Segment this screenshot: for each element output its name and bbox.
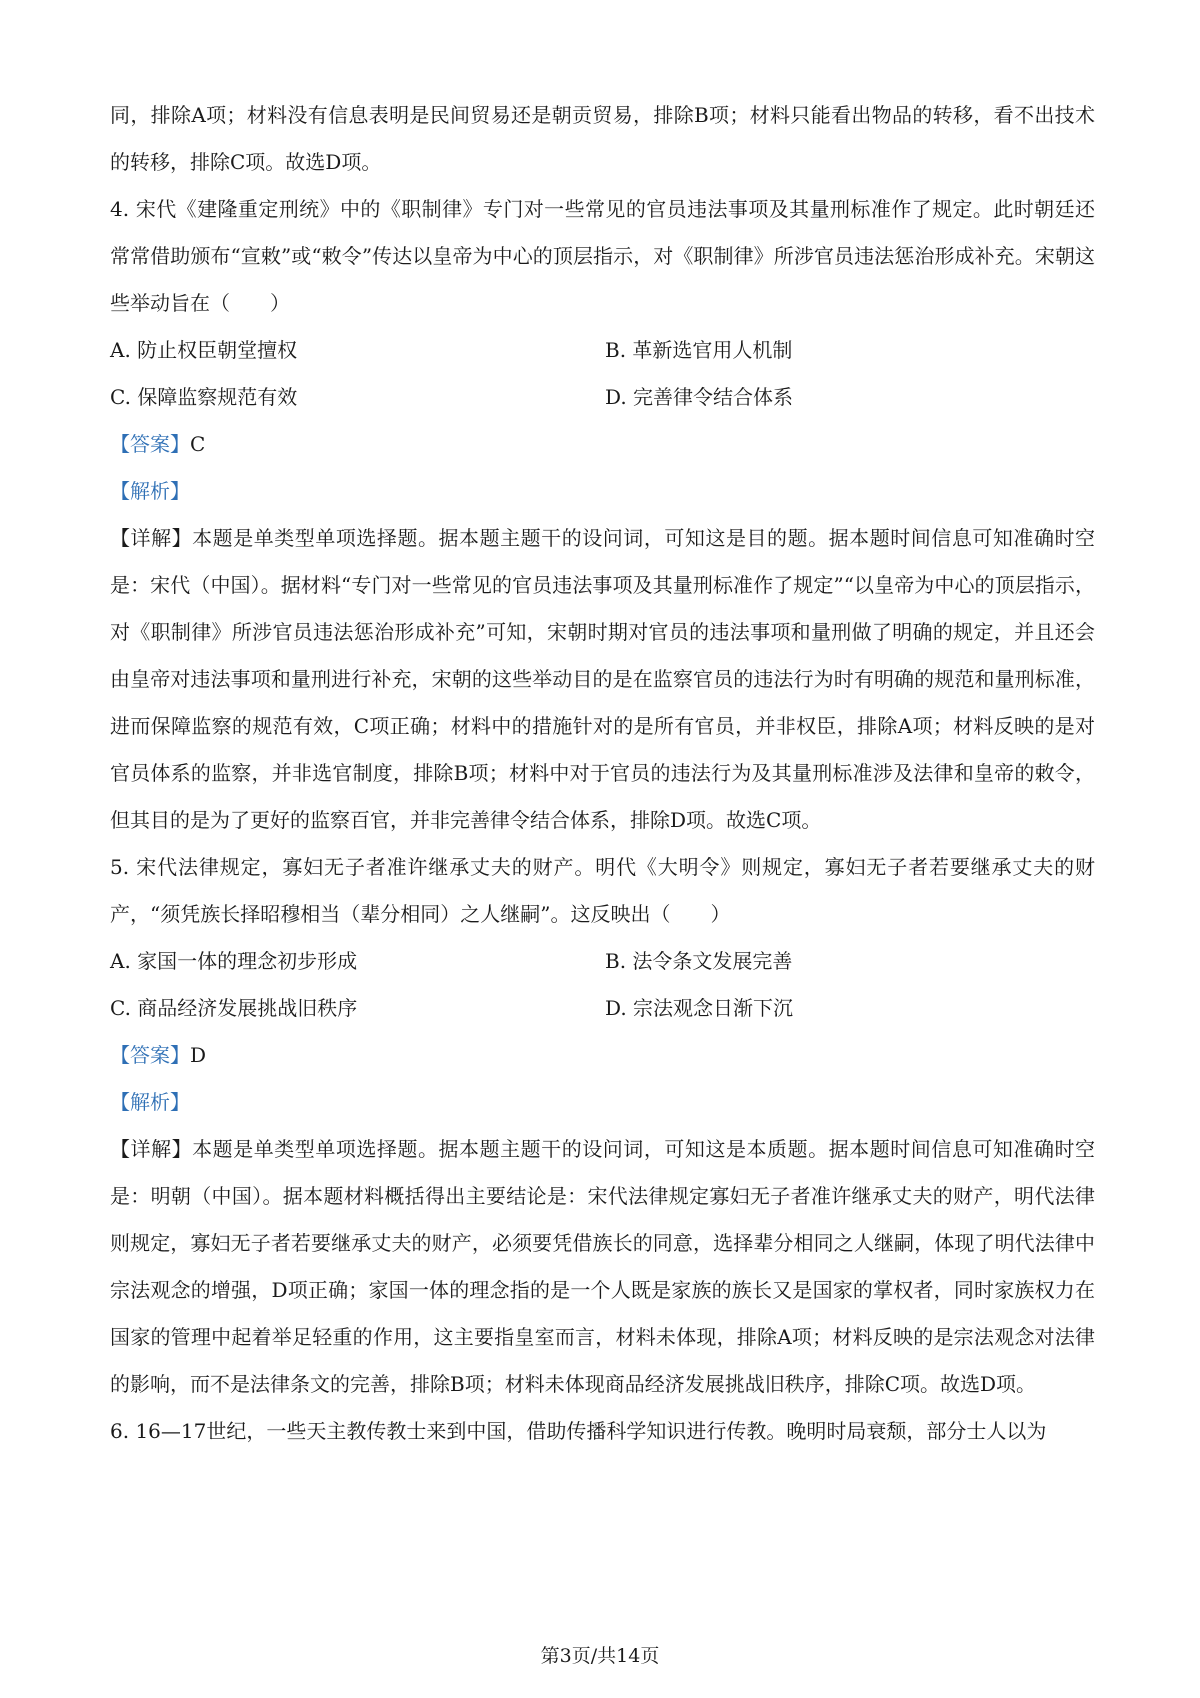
page-number: 第3页/共14页 bbox=[540, 1645, 660, 1667]
analysis-label: 【解析】 bbox=[110, 1090, 190, 1114]
question-4-detail bbox=[110, 515, 1095, 844]
question-4-answer bbox=[110, 421, 1095, 468]
question-5-option-a: A. 家国一体的理念初步形成 bbox=[110, 949, 358, 973]
detail-text: 本题是单类型单项选择题。据本题主题干的设问词，可知这是本质题。据本题时间信息可知准确时空是：明朝（中国）。据本题材料概括得出主要结论是：宋代法律规定寡妇无子者准许继承丈夫的财产，明代法律则规定，寡妇无子者若要继承丈夫的财产，必须要凭借族长的同意，选择辈分相同之人继嗣，体现了明代法律中宗法观念的增强，D项正确；家国一体的理念指的是一个人既是家族的族长又是国家的掌权者，同时家族权力在国家的管理中起着举足轻重的作用，这主要指皇室而言，材料未体现，排除A项；材料反映的是宗法观念对法律的影响，而不是法律条文的完善，排除B项；材料未体现商品经济发展挑战旧秩序，排除C项。故选D项。 bbox=[110, 1137, 1096, 1396]
detail-text: 本题是单类型单项选择题。据本题主题干的设问词，可知这是目的题。据本题时间信息可知准确时空是：宋代（中国）。据材料“专门对一些常见的官员违法事项及其量刑标准作了规定”“以皇帝为中心的顶层指示，对《职制律》所涉官员违法惩治形成补充”可知，宋朝时期对官员的违法事项和量刑做了明确的规定，并且还会由皇帝对违法事项和量刑进行补充，宋朝的这些举动目的是在监察官员的违法行为时有明确的规范和量刑标准，进而保障监察的规范有效，C项正确；材料中的措施针对的是所有官员，并非权臣，排除A项；材料反映的是对官员体系的监察，并非选官制度，排除B项；材料中对于官员的违法行为及其量刑标准涉及法律和皇帝的敕令，但其目的是为了更好的监察百官，并非完善律令结合体系，排除D项。故选C项。 bbox=[110, 526, 1096, 832]
question-4-stem: 4. 宋代《建隆重定刑统》中的《职制律》专门对一些常见的官员违法事项及其量刑标准作了规定。此时朝廷还常常借助颁布“宣敕”或“敕令”传达以皇帝为中心的顶层指示，对《职制律》所涉官员违法惩治形成补充。宋朝这些举动旨在（ ） bbox=[110, 197, 1095, 315]
answer-value: D bbox=[190, 1043, 207, 1067]
question-5-option-c: C. 商品经济发展挑战旧秩序 bbox=[110, 996, 358, 1020]
detail-label: 【详解】 bbox=[110, 526, 193, 550]
question-4-option-c: C. 保障监察规范有效 bbox=[110, 385, 298, 409]
question-6-stem: 6. 16—17世纪，一些天主教传教士来到中国，借助传播科学知识进行传教。晚明时局衰颓，部分士人以为 bbox=[110, 1419, 1047, 1443]
detail-label: 【详解】 bbox=[110, 1137, 193, 1161]
question-5-detail bbox=[110, 1126, 1095, 1408]
page-content bbox=[110, 92, 1095, 1455]
question-5-analysis-heading bbox=[110, 1079, 1095, 1126]
answer-label: 【答案】 bbox=[110, 1043, 190, 1067]
question-4-analysis-heading bbox=[110, 468, 1095, 515]
question-4-option-d: D. 完善律令结合体系 bbox=[605, 385, 794, 409]
question-4-options-row-2 bbox=[110, 374, 1095, 421]
question-5-answer bbox=[110, 1032, 1095, 1079]
question-5-option-b: B. 法令条文发展完善 bbox=[605, 949, 793, 973]
analysis-label: 【解析】 bbox=[110, 479, 190, 503]
previous-question-analysis-continuation: 同，排除A项；材料没有信息表明是民间贸易还是朝贡贸易，排除B项；材料只能看出物品的转移，看不出技术的转移，排除C项。故选D项。 bbox=[110, 103, 1095, 174]
question-4-option-a: A. 防止权臣朝堂擅权 bbox=[110, 338, 298, 362]
question-4 bbox=[110, 186, 1095, 844]
question-5-stem: 5. 宋代法律规定，寡妇无子者准许继承丈夫的财产。明代《大明令》则规定，寡妇无子者若要继承丈夫的财产，“须凭族长择昭穆相当（辈分相同）之人继嗣”。这反映出（ ） bbox=[110, 855, 1095, 926]
question-5-options-row-1 bbox=[110, 938, 1095, 985]
question-4-options-row-1 bbox=[110, 327, 1095, 374]
question-4-option-b: B. 革新选官用人机制 bbox=[605, 338, 793, 362]
question-5-option-d: D. 宗法观念日渐下沉 bbox=[605, 996, 794, 1020]
question-5-options-row-2 bbox=[110, 985, 1095, 1032]
answer-value: C bbox=[190, 432, 206, 456]
question-5 bbox=[110, 844, 1095, 1408]
answer-label: 【答案】 bbox=[110, 432, 190, 456]
